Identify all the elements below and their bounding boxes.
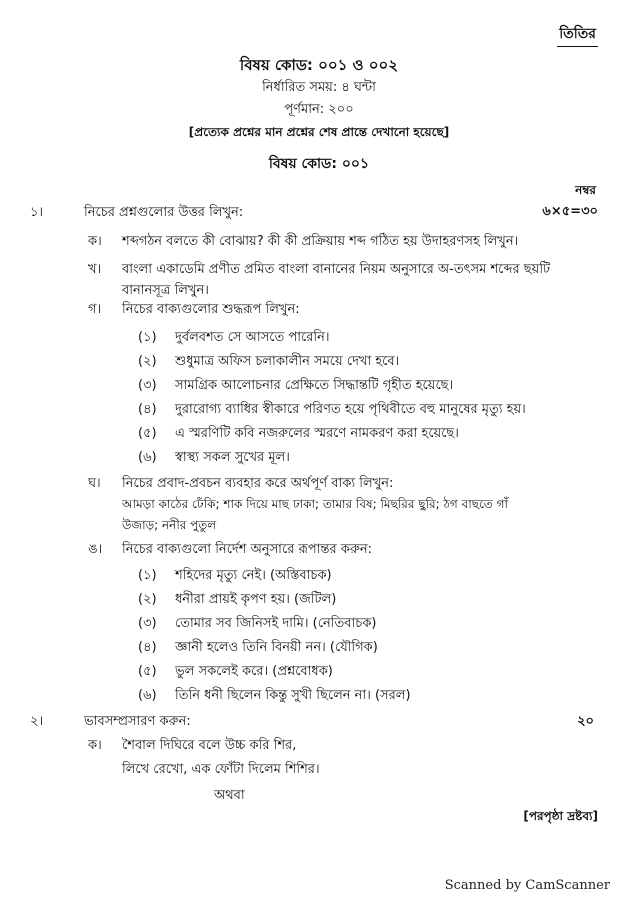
- subject-code-line: বিষয় কোড: ০০১ ও ০০২: [239, 56, 399, 74]
- proverb-list: আমড়া কাঠের ঢেঁকি; শাক দিয়ে মাছ ঢাকা; তামার বিষ; মিছরির ছুরি; ঠগ বাছতে গাঁ: [122, 497, 508, 511]
- item-number: (১): [138, 330, 157, 345]
- item-number: (১): [138, 568, 157, 583]
- marks-note: [প্রত্যেক প্রশ্নের মান প্রশ্নের শেষ প্রান্তে দেখানো হয়েছে]: [188, 125, 450, 139]
- item-number: (৫): [138, 664, 157, 679]
- sub-label: ঘ।: [88, 476, 101, 491]
- time-allowed: নির্ধারিত সময়: ৪ ঘন্টা: [262, 80, 376, 95]
- sub-label: খ।: [88, 262, 102, 277]
- item-text: দুরারোগ্য ব্যাধির স্বীকারে পরিণত হয়ে পৃথিবীতে বহু মানুষের মৃত্যু হয়।: [175, 402, 526, 417]
- item-text: দুর্বলবশত সে আসতে পারেনি।: [175, 330, 330, 345]
- item-text: এ স্মরণিটি কবি নজরুলের স্মরণে নামকরণ করা হয়েছে।: [175, 426, 459, 441]
- turn-over-note: [পরপৃষ্ঠা দ্রষ্টব্য]: [523, 809, 598, 823]
- full-marks: পূর্ণমান: ২০০: [284, 102, 354, 117]
- item-number: (৬): [138, 450, 157, 465]
- item-number: (৪): [138, 402, 157, 417]
- item-text: জ্ঞানী হলেও তিনি বিনয়ী নন। (যৌগিক): [175, 640, 378, 655]
- item-number: (৩): [138, 378, 157, 393]
- proverb-list-cont: উজাড়; ননীর পুতুল: [122, 518, 217, 532]
- item-text: শুধুমাত্র অফিস চলাকালীন সময়ে দেখা হবে।: [175, 354, 400, 369]
- sub-question-text: নিচের বাক্যগুলো নির্দেশ অনুসারে রূপান্তর করুন:: [122, 542, 372, 557]
- sub-question-text: বাংলা একাডেমি প্রণীত প্রমিত বাংলা বানানের নিয়ম অনুসারে অ-তৎসম শব্দের ছয়টি: [122, 262, 551, 277]
- question-text: ভাবসম্প্রসারণ করুন:: [84, 714, 191, 729]
- item-text: শহিদের মৃত্যু নেই। (অস্তিবাচক): [175, 568, 332, 583]
- sub-label: গ।: [88, 302, 102, 317]
- item-text: তিনি ধনী ছিলেন কিন্তু সুখী ছিলেন না। (সরল): [175, 688, 411, 703]
- scanner-watermark: Scanned by CamScanner: [444, 878, 610, 893]
- question-marks: ২০: [577, 714, 594, 729]
- question-marks: ৬×৫=৩০: [542, 204, 598, 219]
- or-label: অথবা: [214, 788, 245, 803]
- item-number: (৫): [138, 426, 157, 441]
- sub-question-text: শব্দগঠন বলতে কী বোঝায়? কী কী প্রক্রিয়ায় শব্দ গঠিত হয় উদাহরণসহ লিখুন।: [122, 234, 519, 249]
- verse-line: লিখে রেখো, এক ফোঁটা দিলেম শিশির।: [122, 762, 320, 777]
- sub-question-text-cont: বানানসূত্র লিখুন।: [122, 283, 209, 298]
- item-text: তোমার সব জিনিসই দামি। (নেতিবাচক): [175, 616, 377, 631]
- item-text: সামগ্রিক আলোচনার প্রেক্ষিতে সিদ্ধান্তটি গৃহীত হয়েছে।: [175, 378, 454, 393]
- question-text: নিচের প্রশ্নগুলোর উত্তর লিখুন:: [84, 205, 244, 220]
- sub-label: ঙ।: [88, 542, 103, 557]
- sub-question-text: নিচের প্রবাদ-প্রবচন ব্যবহার করে অর্থপূর্ণ বাক্য লিখুন:: [122, 476, 394, 491]
- question-number: ১।: [30, 205, 44, 220]
- item-number: (৪): [138, 640, 157, 655]
- marks-column-label: নম্বর: [575, 183, 596, 197]
- item-text: স্বাস্থ্য সকল সুখের মূল।: [175, 450, 290, 465]
- item-text: ধনীরা প্রায়ই কৃপণ হয়। (জটিল): [175, 592, 337, 607]
- item-number: (২): [138, 592, 157, 607]
- item-number: (৩): [138, 616, 157, 631]
- item-text: ভুল সকলেই করে। (প্রশ্নবোধক): [175, 664, 333, 679]
- subject-code: বিষয় কোড: ০০১: [268, 156, 370, 172]
- page-tag: তিতির: [557, 22, 598, 47]
- item-number: (৬): [138, 688, 157, 703]
- item-number: (২): [138, 354, 157, 369]
- question-number: ২।: [30, 714, 44, 729]
- sub-question-text: নিচের বাক্যগুলোর শুদ্ধরূপ লিখুন:: [122, 302, 300, 317]
- sub-label: ক।: [88, 738, 102, 753]
- sub-label: ক।: [88, 234, 102, 249]
- verse-line: শৈবাল দিঘিরে বলে উচ্চ করি শির,: [122, 738, 297, 753]
